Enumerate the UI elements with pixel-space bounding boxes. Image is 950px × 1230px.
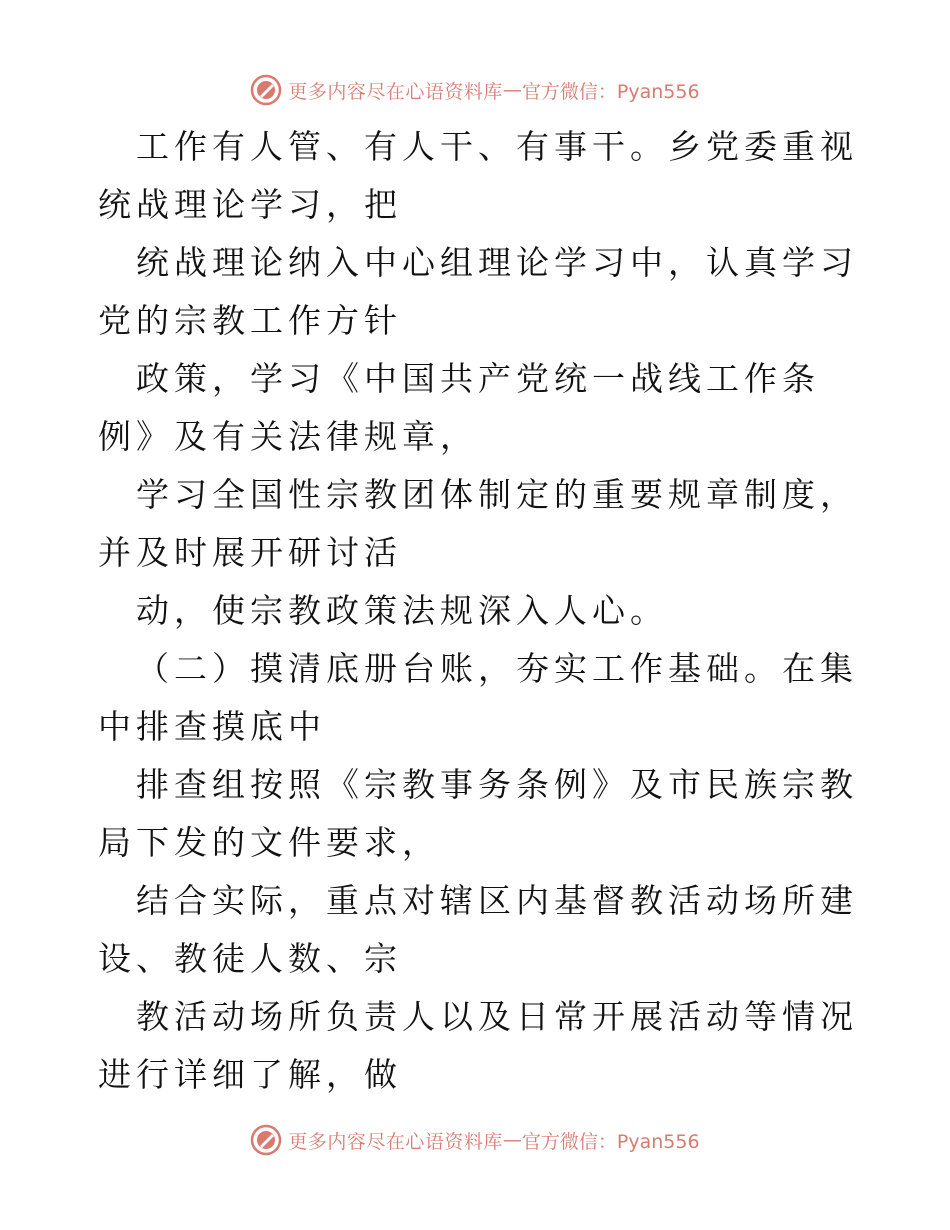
- watermark-wechat-text: 官方微信：Pyan556: [521, 80, 700, 103]
- watermark-site-text: 更多内容尽在心语资料库: [288, 80, 503, 103]
- pen-logo-icon: [250, 1124, 282, 1156]
- footer-watermark: [0, 1120, 950, 1160]
- document-body: [98, 118, 858, 1104]
- watermark-separator: —: [502, 79, 522, 101]
- paragraph: 结合实际，重点对辖区内基督教活动场所建设、教徒人数、宗: [98, 881, 858, 978]
- paragraph: 统战理论纳入中心组理论学习中，认真学习党的宗教工作方针: [98, 243, 858, 340]
- paragraph: 政策，学习《中国共产党统一战线工作条例》及有关法律规章，: [98, 359, 820, 456]
- watermark-separator: —: [502, 1129, 522, 1151]
- paragraph: 排查组按照《宗教事务条例》及市民族宗教局下发的文件要求，: [98, 765, 858, 862]
- paragraph: 动，使宗教政策法规深入人心。: [136, 591, 668, 630]
- paragraph: 工作有人管、有人干、有事干。乡党委重视统战理论学习，把: [98, 127, 858, 224]
- watermark-wechat-text: 官方微信：Pyan556: [521, 1130, 700, 1153]
- paragraph: 教活动场所负责人以及日常开展活动等情况进行详细了解，做: [98, 997, 858, 1094]
- header-watermark: [0, 70, 950, 110]
- paragraph: 学习全国性宗教团体制定的重要规章制度，并及时展开研讨活: [98, 475, 858, 572]
- paragraph: （二）摸清底册台账，夯实工作基础。在集中排查摸底中: [98, 649, 858, 746]
- pen-logo-icon: [250, 74, 282, 106]
- watermark-site-text: 更多内容尽在心语资料库: [288, 1130, 503, 1153]
